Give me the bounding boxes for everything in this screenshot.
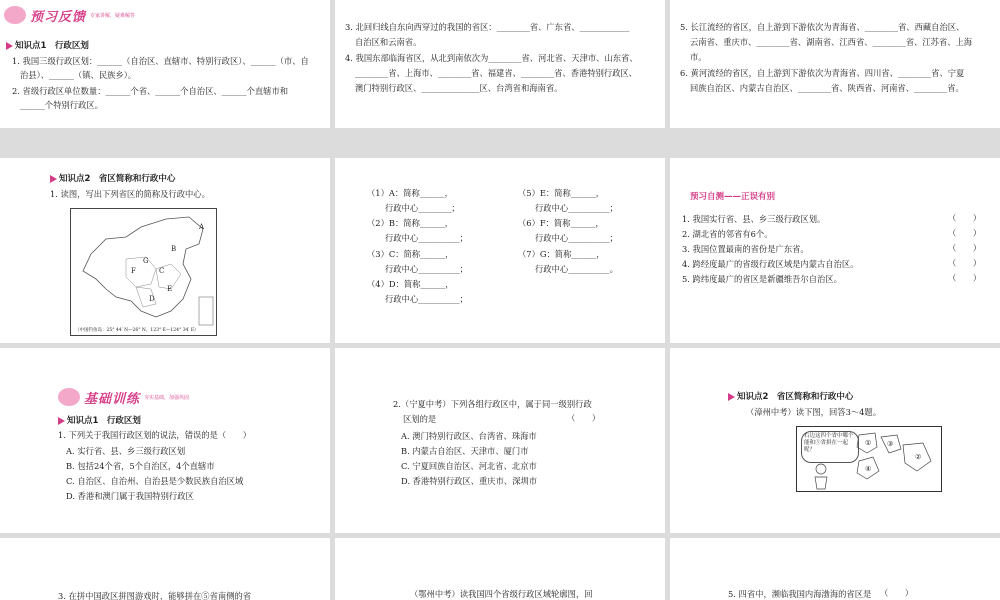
text-line: 行政中心__________。 bbox=[535, 264, 618, 274]
text-line: （鄂州中考）读我国四个省级行政区域轮廓图，回 bbox=[410, 589, 593, 599]
judgment-item: 2. 湖北省的邻省有6个。 bbox=[682, 229, 773, 239]
text-line: 行政中心__________； bbox=[385, 233, 468, 243]
knowledge-point-heading: 知识点2 省区简称和行政中心 bbox=[50, 172, 175, 184]
map-letter: E bbox=[167, 285, 173, 293]
text-line: 1. 读图，写出下列省区的简称及行政中心。 bbox=[50, 189, 210, 199]
option-a[interactable]: A. 澳门特别行政区、台湾省、珠海市 bbox=[401, 431, 537, 441]
map-caption: （中国钓鱼岛：25° 44′ N—26° N，123° E—124° 34′ E） bbox=[75, 328, 199, 333]
question-stem: 2.（宁夏中考）下列各组行政区中，属于同一级别行政 bbox=[393, 399, 592, 409]
text-line: （2）B：简称______， bbox=[367, 218, 454, 228]
knowledge-point-heading: 知识点1 行政区划 bbox=[6, 39, 89, 51]
text-line: 行政中心__________； bbox=[535, 203, 618, 213]
answer-paren[interactable]: （ ） bbox=[948, 258, 982, 268]
text-line: 5. 四省中，濒临我国内海渤海的省区是 bbox=[728, 589, 872, 599]
banner-title: 预习反馈 bbox=[30, 9, 87, 25]
text-line: 行政中心__________； bbox=[385, 264, 468, 274]
text-line: 澳门特别行政区、______________区、台湾省和海南省。 bbox=[355, 83, 563, 93]
option-a[interactable]: A. 实行省、县、乡三级行政区划 bbox=[66, 446, 186, 456]
text-line: 4. 我国东部临海省区，从北到南依次为________省、河北省、天津市、山东省、 bbox=[345, 53, 638, 63]
text-line: 行政中心________； bbox=[385, 203, 460, 213]
knowledge-point-heading: 知识点1 行政区划 bbox=[58, 414, 141, 426]
text-line: 自治区和云南省。 bbox=[355, 37, 422, 47]
training-banner bbox=[58, 386, 189, 408]
mascot-icon bbox=[58, 388, 80, 406]
option-c[interactable]: C. 宁夏回族自治区、河北省、北京市 bbox=[401, 461, 537, 471]
answer-paren[interactable]: （ ） bbox=[948, 213, 982, 223]
map-letter: C bbox=[159, 267, 165, 275]
text-line: （3）C：简称______， bbox=[367, 249, 454, 259]
question-intro: （漳州中考）读下图，回答3～4题。 bbox=[746, 407, 882, 417]
text-line: 行政中心__________； bbox=[535, 233, 618, 243]
map-letter: G bbox=[143, 257, 149, 265]
text-line: 3. 北回归线自东向西穿过的我国的省区：________省、广东省、____________ bbox=[345, 22, 630, 32]
question-stem: 1. 下列关于我国行政区划的说法，错误的是（ ） bbox=[58, 430, 252, 440]
banner-subtitle: 夯实基础，加强巩固 bbox=[144, 394, 190, 401]
page-panel-preview-3 bbox=[670, 0, 1000, 128]
province-label: ① bbox=[865, 439, 872, 447]
answer-paren[interactable]: （ ） bbox=[948, 243, 982, 253]
triangle-icon bbox=[58, 417, 65, 425]
text-line: ________省、上海市、________省、福建省、________省、香港特别行政区、 bbox=[355, 68, 638, 78]
province-label: ② bbox=[915, 453, 922, 461]
option-d[interactable]: D. 香港特别行政区、重庆市、深圳市 bbox=[401, 476, 538, 486]
answer-paren[interactable]: （ ） bbox=[948, 228, 982, 238]
judgment-item: 3. 我国位置最南的省份是广东省。 bbox=[682, 244, 809, 254]
map-letter: A bbox=[199, 223, 205, 231]
triangle-icon bbox=[50, 175, 57, 183]
answer-paren[interactable]: （ ） bbox=[948, 273, 982, 283]
answer-paren[interactable]: （ ） bbox=[567, 413, 601, 423]
map-outline-icon bbox=[71, 209, 216, 335]
province-label: ③ bbox=[887, 440, 894, 448]
text-line: 2. 省级行政区单位数量：______个省、______个自治区、______个直辖市和 bbox=[12, 86, 289, 96]
province-label: ④ bbox=[865, 465, 872, 473]
option-b[interactable]: B. 包括24个省，5个自治区，4个直辖市 bbox=[66, 461, 215, 471]
province-puzzle-figure bbox=[796, 426, 942, 492]
page-panel-preview-2 bbox=[335, 0, 665, 128]
page-panel-answers bbox=[335, 158, 665, 343]
text-line: （6）F：简称______， bbox=[518, 218, 604, 228]
map-letter: B bbox=[171, 245, 177, 253]
answer-paren[interactable]: （ ） bbox=[880, 588, 914, 598]
text-line: 治县）、______（镇、民族乡）。 bbox=[20, 70, 137, 80]
self-test-heading: 预习自测——正误有别 bbox=[690, 192, 776, 202]
page-panel-training-2 bbox=[335, 348, 665, 533]
banner-title: 基础训练 bbox=[84, 391, 141, 407]
text-line: （4）D：简称______， bbox=[367, 279, 454, 289]
text-line: 行政中心__________； bbox=[385, 294, 468, 304]
judgment-item: 5. 跨纬度最广的省区是新疆维吾尔自治区。 bbox=[682, 274, 842, 284]
judgment-item: 1. 我国实行省、县、乡三级行政区划。 bbox=[682, 214, 826, 224]
page-panel-training-3 bbox=[670, 348, 1000, 533]
question-stem: 区划的是 bbox=[403, 414, 437, 424]
option-d[interactable]: D. 香港和澳门属于我国特别行政区 bbox=[66, 491, 194, 501]
text-line: （1）A：简称______， bbox=[367, 188, 453, 198]
triangle-icon bbox=[728, 393, 735, 401]
knowledge-point-heading: 知识点2 省区简称和行政中心 bbox=[728, 390, 853, 402]
page-panel-partial-2 bbox=[335, 538, 665, 600]
preview-banner bbox=[4, 4, 135, 26]
text-line: 1. 我国三级行政区划：______（自治区、直辖市、特别行政区）、______（市、自 bbox=[12, 56, 309, 66]
text-line: （7）G：简称______， bbox=[518, 249, 605, 259]
map-letter: F bbox=[131, 267, 136, 275]
map-letter: D bbox=[149, 295, 155, 303]
page-panel-training-1 bbox=[0, 348, 330, 533]
speech-bubble: 右边这四个省中哪个能和⑤省拼在一起呢？ bbox=[801, 431, 859, 463]
banner-subtitle: 专家讲解，疑难解答 bbox=[90, 12, 136, 19]
text-line: 市。 bbox=[690, 52, 707, 62]
text-line: 3. 在拼中国政区拼图游戏时，能够拼在⑤省南侧的省 bbox=[58, 591, 252, 600]
page-panel-self-test bbox=[670, 158, 1000, 343]
option-c[interactable]: C. 自治区、自治州、自治县是少数民族自治区域 bbox=[66, 476, 244, 486]
page-panel-partial-1 bbox=[0, 538, 330, 600]
option-b[interactable]: B. 内蒙古自治区、天津市、厦门市 bbox=[401, 446, 529, 456]
mascot-icon bbox=[4, 6, 26, 24]
text-line: 云南省、重庆市、________省、湖南省、江西省、________省、江苏省、上海 bbox=[690, 37, 973, 47]
text-line: 5. 长江流经的省区，自上游到下游依次为青海省、________省、西藏自治区、 bbox=[680, 22, 965, 32]
page-panel-partial-3 bbox=[670, 538, 1000, 600]
text-line: ______个特别行政区。 bbox=[20, 100, 103, 110]
judgment-item: 4. 跨经度最广的省级行政区域是内蒙古自治区。 bbox=[682, 259, 859, 269]
triangle-icon bbox=[6, 42, 13, 50]
text-line: 回族自治区、内蒙古自治区、________省、陕西省、河南省、________省。 bbox=[690, 83, 964, 93]
china-province-map bbox=[70, 208, 217, 336]
text-line: 6. 黄河流经的省区，自上游到下游依次为青海省、四川省、________省、宁夏 bbox=[680, 68, 965, 78]
page-panel-preview-1 bbox=[0, 0, 330, 128]
text-line: （5）E：简称______， bbox=[518, 188, 605, 198]
